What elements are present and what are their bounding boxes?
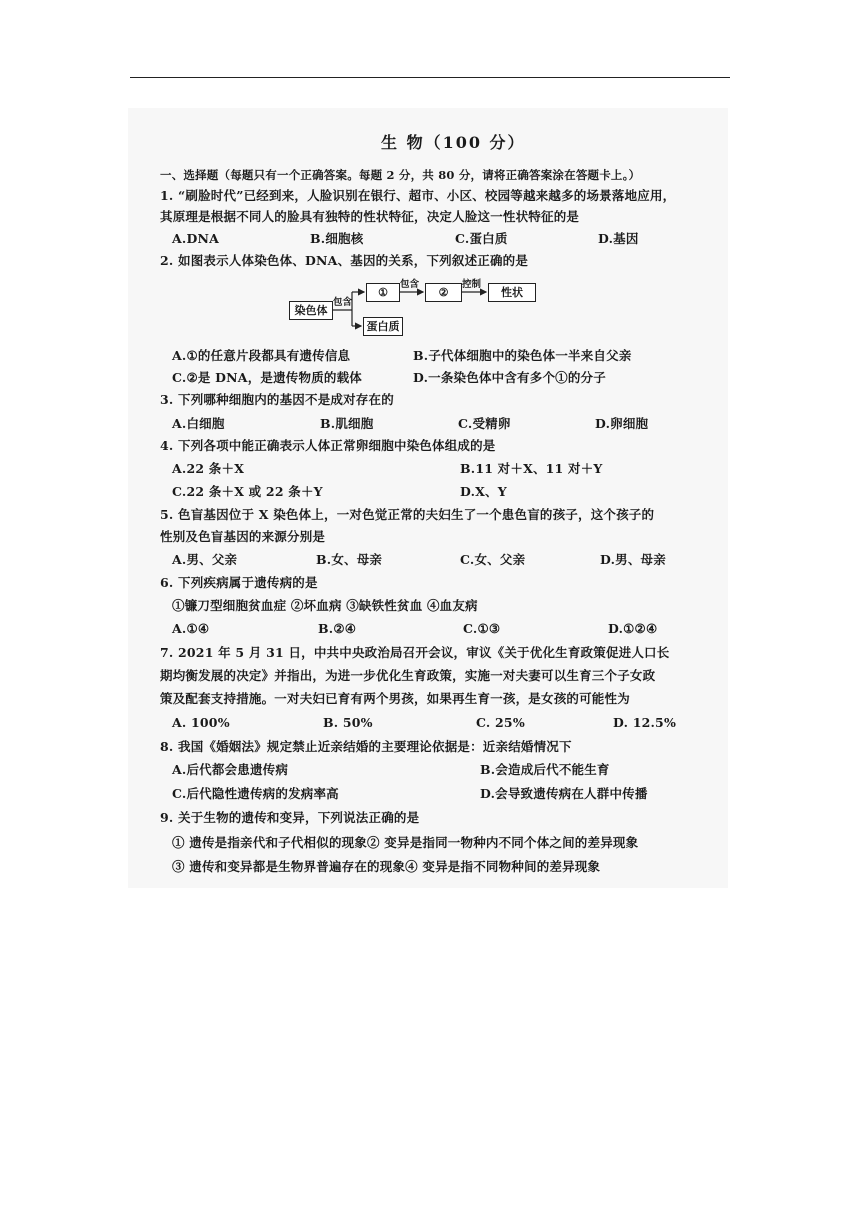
top-rule bbox=[130, 77, 730, 78]
q8-option-d: D.会导致遗传病在人群中传播 bbox=[480, 786, 648, 801]
question-5-line-1: 5. 色盲基因位于 X 染色体上，一对色觉正常的夫妇生了一个患色盲的孩子，这个孩子的 bbox=[160, 507, 655, 522]
q1-option-c: C.蛋白质 bbox=[455, 231, 508, 246]
q7-option-b: B. 50% bbox=[323, 715, 373, 730]
question-2-line-1: 2. 如图表示人体染色体、DNA、基因的关系，下列叙述正确的是 bbox=[160, 253, 529, 268]
q3-option-b: B.肌细胞 bbox=[320, 416, 374, 431]
q3-option-d: D.卵细胞 bbox=[595, 416, 649, 431]
q4-option-b: B.11 对＋X、11 对＋Y bbox=[460, 461, 603, 476]
q7-option-a: A. 100% bbox=[172, 715, 230, 730]
q3-option-a: A.白细胞 bbox=[172, 416, 225, 431]
label-contains-1: 包含 bbox=[333, 297, 353, 308]
q5-option-a: A.男、父亲 bbox=[172, 552, 238, 567]
box-circled-1: ① bbox=[366, 283, 400, 302]
q6-option-c: C.①③ bbox=[463, 621, 501, 636]
box-trait: 性状 bbox=[488, 283, 536, 302]
question-6-line-2: ①镰刀型细胞贫血症 ②坏血病 ③缺铁性贫血 ④血友病 bbox=[172, 598, 478, 613]
question-9-line-1: 9. 关于生物的遗传和变异，下列说法正确的是 bbox=[160, 810, 420, 825]
q8-option-a: A.后代都会患遗传病 bbox=[172, 762, 289, 777]
q6-option-a: A.①④ bbox=[172, 621, 210, 636]
q1-option-b: B.细胞核 bbox=[310, 231, 364, 246]
q6-option-b: B.②④ bbox=[318, 621, 357, 636]
page-title: 生 物（100 分） bbox=[381, 133, 526, 152]
question-1-line-1: 1. “刷脸时代”已经到来，人脸识别在银行、超市、小区、校园等越来越多的场景落地应用， bbox=[160, 188, 676, 203]
box-protein: 蛋白质 bbox=[363, 317, 403, 336]
q1-option-d: D.基因 bbox=[598, 231, 639, 246]
question-7-line-3: 策及配套支持措施。一对夫妇已育有两个男孩，如果再生育一孩，是女孩的可能性为 bbox=[160, 691, 630, 706]
chromosome-dna-gene-diagram bbox=[286, 278, 546, 340]
q8-option-b: B.会造成后代不能生育 bbox=[480, 762, 610, 777]
q5-option-d: D.男、母亲 bbox=[600, 552, 666, 567]
q2-option-d: D.一条染色体中含有多个①的分子 bbox=[413, 370, 606, 385]
q4-option-a: A.22 条＋X bbox=[172, 461, 245, 476]
label-control: 控制 bbox=[462, 279, 482, 290]
question-1-line-2: 其原理是根据不同人的脸具有独特的性状特征，决定人脸这一性状特征的是 bbox=[160, 209, 580, 224]
q3-option-c: C.受精卵 bbox=[458, 416, 511, 431]
q4-option-c: C.22 条＋X 或 22 条＋Y bbox=[172, 484, 323, 499]
q7-option-c: C. 25% bbox=[476, 715, 525, 730]
q5-option-c: C.女、父亲 bbox=[460, 552, 526, 567]
q6-option-d: D.①②④ bbox=[608, 621, 658, 636]
question-9-statement-1-2: ① 遗传是指亲代和子代相似的现象② 变异是指同一物种内不同个体之间的差异现象 bbox=[172, 835, 639, 850]
question-8-line-1: 8. 我国《婚姻法》规定禁止近亲结婚的主要理论依据是：近亲结婚情况下 bbox=[160, 739, 572, 754]
question-4-line-1: 4. 下列各项中能正确表示人体正常卵细胞中染色体组成的是 bbox=[160, 438, 496, 453]
question-5-line-2: 性别及色盲基因的来源分别是 bbox=[160, 529, 326, 544]
q4-option-d: D.X、Y bbox=[460, 484, 507, 499]
q7-option-d: D. 12.5% bbox=[613, 715, 677, 730]
box-circled-2: ② bbox=[425, 283, 462, 302]
q8-option-c: C.后代隐性遗传病的发病率高 bbox=[172, 786, 339, 801]
q2-option-c: C.②是 DNA，是遗传物质的载体 bbox=[172, 370, 363, 385]
section-instruction: 一、选择题（每题只有一个正确答案。每题 2 分，共 80 分，请将正确答案涂在答题卡上。） bbox=[160, 168, 641, 182]
question-7-line-2: 期均衡发展的决定》并指出，为进一步优化生育政策，实施一对夫妻可以生育三个子女政 bbox=[160, 668, 656, 683]
q2-option-a: A.①的任意片段都具有遗传信息 bbox=[172, 348, 351, 363]
question-9-statement-3-4: ③ 遗传和变异都是生物界普遍存在的现象④ 变异是指不同物种间的差异现象 bbox=[172, 859, 601, 874]
label-contains-2: 包含 bbox=[400, 279, 420, 290]
question-6-line-1: 6. 下列疾病属于遗传病的是 bbox=[160, 575, 318, 590]
question-7-line-1: 7. 2021 年 5 月 31 日，中共中央政治局召开会议，审议《关于优化生育政策促进人口长 bbox=[160, 645, 670, 660]
box-chromosome: 染色体 bbox=[289, 301, 333, 320]
q5-option-b: B.女、母亲 bbox=[316, 552, 383, 567]
q1-option-a: A.DNA bbox=[172, 231, 220, 246]
q2-option-b: B.子代体细胞中的染色体一半来自父亲 bbox=[413, 348, 632, 363]
question-3-line-1: 3. 下列哪种细胞内的基因不是成对存在的 bbox=[160, 392, 394, 407]
